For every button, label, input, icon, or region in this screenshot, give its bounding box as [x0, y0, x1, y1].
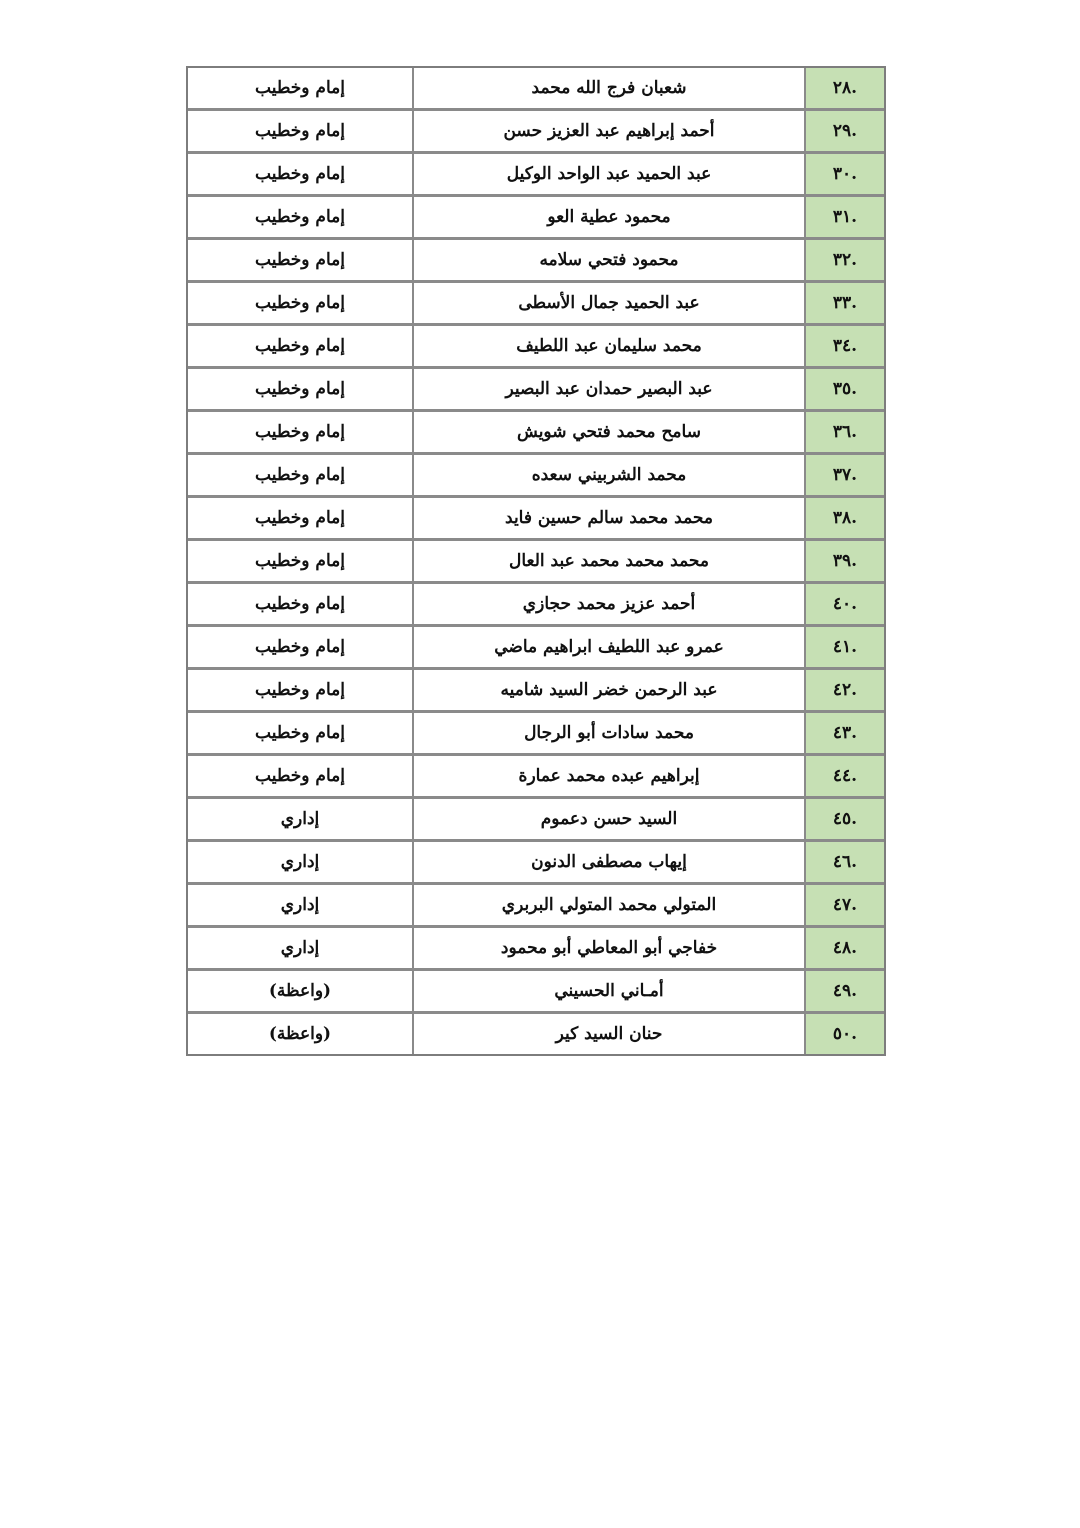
staff-name: محمد سليمان عبد اللطيف: [412, 326, 804, 369]
staff-role: إداري: [188, 928, 412, 971]
staff-name: عبد الرحمن خضر السيد شاميه: [412, 670, 804, 713]
staff-role: إمام وخطيب: [188, 627, 412, 670]
table-row: [188, 885, 884, 928]
staff-role: (واعظة): [268, 1024, 332, 1044]
staff-name: إيهاب مصطفى الدنون: [412, 842, 804, 885]
row-number: .٤٨: [804, 928, 884, 971]
table-row: [188, 326, 884, 369]
staff-name: محمد سادات أبو الرجال: [412, 713, 804, 756]
staff-name: السيد حسن دعموم: [412, 799, 804, 842]
staff-name: محمد الشربيني سعده: [412, 455, 804, 498]
staff-role: إمام وخطيب: [188, 369, 412, 412]
table-row: [188, 197, 884, 240]
staff-name: محمود عطية العو: [412, 197, 804, 240]
row-number: .٢٩: [804, 111, 884, 154]
staff-role: إمام وخطيب: [188, 326, 412, 369]
staff-name: المتولي محمد المتولي البربري: [412, 885, 804, 928]
row-number: .٤٠: [804, 584, 884, 627]
staff-role: إمام وخطيب: [188, 670, 412, 713]
table-row: [188, 498, 884, 541]
table-row: [188, 1014, 884, 1054]
row-number: .٣٢: [804, 240, 884, 283]
table-row: [188, 799, 884, 842]
staff-role: إمام وخطيب: [188, 154, 412, 197]
staff-role: إداري: [188, 799, 412, 842]
staff-role: إمام وخطيب: [188, 713, 412, 756]
staff-name: عمرو عبد اللطيف ابراهيم ماضي: [412, 627, 804, 670]
staff-name: أحمد إبراهيم عبد العزيز حسن: [412, 111, 804, 154]
staff-table: [186, 66, 886, 1056]
staff-role: إمام وخطيب: [188, 412, 412, 455]
staff-name: أحمد عزيز محمد حجازي: [412, 584, 804, 627]
table-row: [188, 111, 884, 154]
row-number: .٣٩: [804, 541, 884, 584]
staff-role: إمام وخطيب: [188, 68, 412, 111]
staff-role: إمام وخطيب: [188, 283, 412, 326]
staff-name: محمد محمد سالم حسين فايد: [412, 498, 804, 541]
row-number: .٣٤: [804, 326, 884, 369]
staff-role: إداري: [188, 885, 412, 928]
table-row: [188, 369, 884, 412]
row-number: .٣٠: [804, 154, 884, 197]
table-row: [188, 584, 884, 627]
row-number: .٣٦: [804, 412, 884, 455]
staff-table-body: [188, 68, 884, 1054]
staff-role: إمام وخطيب: [188, 756, 412, 799]
table-row: [188, 154, 884, 197]
staff-role: (واعظة): [188, 971, 412, 1014]
staff-role: إمام وخطيب: [188, 541, 412, 584]
row-number: .٤٤: [804, 756, 884, 799]
staff-name: عبد الحميد عبد الواحد الوكيل: [412, 154, 804, 197]
row-number: .٣٥: [804, 369, 884, 412]
table-row: [188, 713, 884, 756]
row-number: .٤٧: [804, 885, 884, 928]
staff-name: حنان السيد كير: [412, 1014, 804, 1054]
table-row: [188, 455, 884, 498]
staff-role: إمام وخطيب: [188, 498, 412, 541]
staff-name: عبد البصير حمدان عبد البصير: [412, 369, 804, 412]
table-row: [188, 756, 884, 799]
staff-name: محمود فتحي سلامه: [412, 240, 804, 283]
table-row: [188, 842, 884, 885]
staff-role: إمام وخطيب: [188, 111, 412, 154]
staff-role: إداري: [188, 842, 412, 885]
row-number: .٤١: [804, 627, 884, 670]
staff-name: أمـاني الحسيني: [412, 971, 804, 1014]
staff-name: شعبان فرج الله محمد: [412, 68, 804, 111]
table-row: [188, 240, 884, 283]
staff-name: خفاجي أبو المعاطي أبو محمود: [412, 928, 804, 971]
row-number: .٢٨: [804, 68, 884, 111]
table-row: [188, 971, 884, 1014]
staff-role: إمام وخطيب: [188, 455, 412, 498]
staff-role: إمام وخطيب: [188, 197, 412, 240]
row-number: .٤٦: [804, 842, 884, 885]
row-number: .٤٥: [804, 799, 884, 842]
row-number: .٤٢: [804, 670, 884, 713]
row-number: .٣١: [804, 197, 884, 240]
row-number: .٣٧: [804, 455, 884, 498]
staff-role: إمام وخطيب: [188, 584, 412, 627]
table-row: [188, 627, 884, 670]
table-row: [188, 928, 884, 971]
staff-role: إمام وخطيب: [188, 240, 412, 283]
row-number: .٣٨: [804, 498, 884, 541]
table-row: [188, 412, 884, 455]
staff-name: سامح محمد فتحي شويش: [412, 412, 804, 455]
staff-name: إبراهيم عبده محمد عمارة: [412, 756, 804, 799]
row-number: .٥٠: [804, 1014, 884, 1054]
row-number: .٤٣: [804, 713, 884, 756]
table-row: [188, 670, 884, 713]
row-number: .٤٩: [804, 971, 884, 1014]
table-row: [188, 541, 884, 584]
table-row: [188, 283, 884, 326]
staff-name: عبد الحميد جمال الأسطى: [412, 283, 804, 326]
staff-name: محمد محمد محمد عبد العال: [412, 541, 804, 584]
row-number: .٣٣: [804, 283, 884, 326]
table-row: [188, 68, 884, 111]
